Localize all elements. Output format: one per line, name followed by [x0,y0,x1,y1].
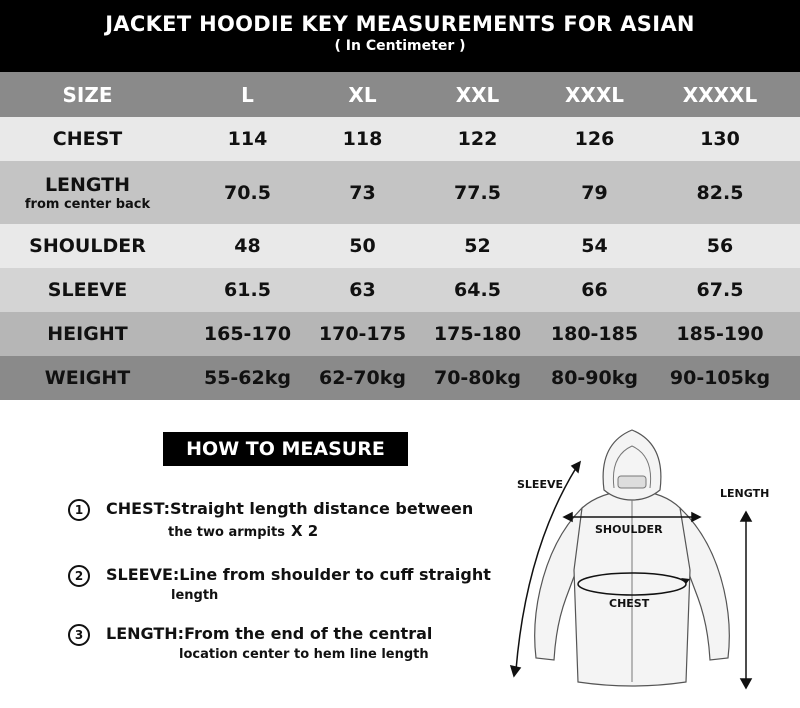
header-banner [0,0,800,72]
row-label: CHEST [52,128,123,150]
table-cell: 90-105kg [669,367,771,389]
size-header-label: SIZE [62,82,113,107]
table-row-shoulder [0,224,800,268]
table-cell: 165-170 [203,323,292,345]
table-cell: 180-185 [550,323,639,345]
how-to-measure-title: HOW TO MEASURE [163,432,408,466]
page-subtitle: ( In Centimeter ) [334,38,466,54]
table-row-sleeve [0,268,800,312]
table-cell: 70.5 [224,181,271,204]
size-column-header: XXL [455,82,500,107]
table-row-weight [0,356,800,400]
table-cell: 48 [234,235,261,257]
table-row-height [0,312,800,356]
sleeve-label: SLEEVE [517,478,563,491]
table-cell: 79 [581,181,608,204]
step-multiplier: X 2 [290,522,319,540]
table-cell: 126 [574,128,615,150]
size-column-header: XXXXL [682,82,758,107]
table-cell: 80-90kg [550,367,638,389]
table-cell: 62-70kg [318,367,406,389]
step-number-badge: 1 [68,499,90,521]
table-cell: 61.5 [224,279,271,301]
table-cell: 64.5 [454,279,501,301]
table-header-row [0,72,800,117]
table-cell: 66 [581,279,608,301]
table-cell: 118 [342,128,383,150]
table-cell: 67.5 [696,279,744,301]
step-main-text: LENGTH:From the end of the central [106,624,433,643]
row-label: LENGTH [44,173,131,196]
step-number-badge: 3 [68,624,90,646]
length-label: LENGTH [720,487,770,500]
table-cell: 175-180 [433,323,522,345]
step-second-line [168,522,318,540]
table-cell: 55-62kg [203,367,291,389]
table-cell: 130 [700,128,740,150]
step-second-text: location center to hem line length [179,647,429,662]
step-number-badge: 2 [68,565,90,587]
step-main-text: SLEEVE:Line from shoulder to cuff straight [106,565,491,584]
table-cell: 77.5 [454,181,501,204]
row-label-group [0,161,175,224]
table-row-length [0,161,800,224]
measurement-diagram [500,420,800,708]
table-cell: 50 [349,235,376,257]
table-cell: 56 [706,235,734,257]
table-row-chest [0,117,800,161]
step-second-text: the two armpits [168,525,285,540]
table-cell: 82.5 [696,181,744,204]
size-column-header: XL [348,82,377,107]
table-cell: 63 [349,279,376,301]
table-cell: 170-175 [318,323,407,345]
table-cell: 73 [349,181,376,204]
table-cell: 185-190 [676,323,764,345]
table-cell: 52 [464,235,491,257]
step-second-text: length [171,588,219,603]
row-label: SLEEVE [47,279,128,301]
row-label: SHOULDER [29,235,146,257]
table-cell: 122 [457,128,498,150]
row-label: HEIGHT [47,323,128,345]
page-title: JACKET HOODIE KEY MEASUREMENTS FOR ASIAN [105,12,695,36]
size-column-header: XXXL [564,82,624,107]
row-label: WEIGHT [44,367,131,389]
table-cell: 54 [581,235,608,257]
jacket-illustration [500,420,800,708]
step-main-text: CHEST:Straight length distance between [106,499,474,518]
row-sublabel: from center back [24,196,151,212]
shoulder-label: SHOULDER [595,523,663,536]
table-cell: 114 [227,128,268,150]
chest-label: CHEST [609,597,650,610]
table-cell: 70-80kg [433,367,521,389]
size-column-header: L [241,82,254,107]
